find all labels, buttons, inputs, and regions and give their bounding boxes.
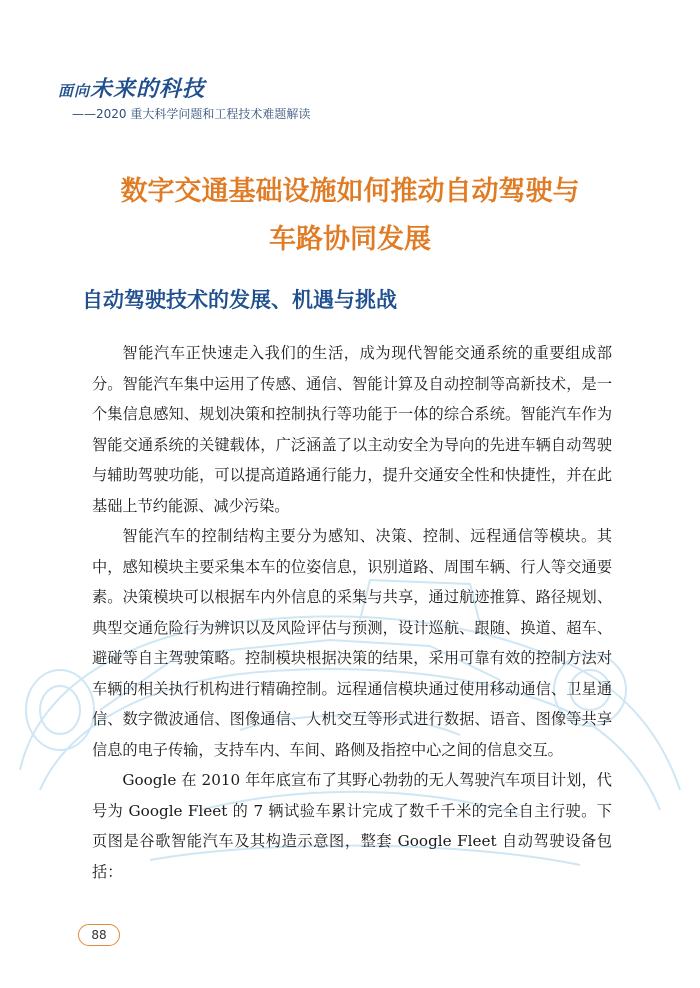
series-subtitle: ——2020 重大科学问题和工程技术难题解读 — [72, 107, 311, 121]
running-header — [58, 72, 310, 122]
paragraph: 智能汽车正快速走入我们的生活，成为现代智能交通系统的重要组成部分。智能汽车集中运用了传感、通信、智能计算及自动控制等高新技术，是一个集信息感知、规划决策和控制执行等功能于一体的综合系统。智能汽车作为智能交通系统的关键载体，广泛涵盖了以主动安全为导向的先进车辆自动驾驶与辅助驾驶功能，可以提高道路通行能力，提升交通安全性和快捷性，并在此基础上节约能源、减少污染。 — [92, 344, 612, 515]
series-title — [58, 72, 310, 103]
body-text — [92, 338, 612, 887]
chapter-title-line-1: 数字交通基础设施如何推动自动驾驶与 — [120, 176, 580, 207]
page-number: 88 — [78, 924, 120, 946]
chapter-title-line-2: 车路协同发展 — [269, 224, 431, 255]
section-heading: 自动驾驶技术的发展、机遇与挑战 — [82, 288, 397, 312]
paragraph: 智能汽车的控制结构主要分为感知、决策、控制、远程通信等模块。其中，感知模块主要采集本车的位姿信息，识别道路、周围车辆、行人等交通要素。决策模块可以根据车内外信息的采集与共享，通过航迹推算、路径规划、典型交通危险行为辨识以及风险评估与预测，设计巡航、跟随、换道、超车、避碰等自主驾驶策略。控制模块根据决策的结果，采用可靠有效的控制方法对车辆的相关执行机构进行精确控制。远程通信模块通过使用移动通信、卫星通信、数字微波通信、图像通信、人机交互等形式进行数据、语音、图像等共享信息的电子传输，支持车内、车间、路侧及指控中心之间的信息交互。 — [92, 527, 612, 759]
chapter-title — [0, 168, 700, 264]
series-title-prefix: 面向 — [58, 82, 91, 100]
series-title-emphasis: 未来的科技 — [90, 76, 206, 102]
paragraph: Google 在 2010 年年底宣布了其野心勃勃的无人驾驶汽车项目计划，代号为 Google Fleet 的 7 辆试验车累计完成了数千千米的完全自主行驶。下页图是谷歌智能汽车及其构造示意图，整套 Google Fleet 自动驾驶设备包括： — [92, 771, 612, 881]
